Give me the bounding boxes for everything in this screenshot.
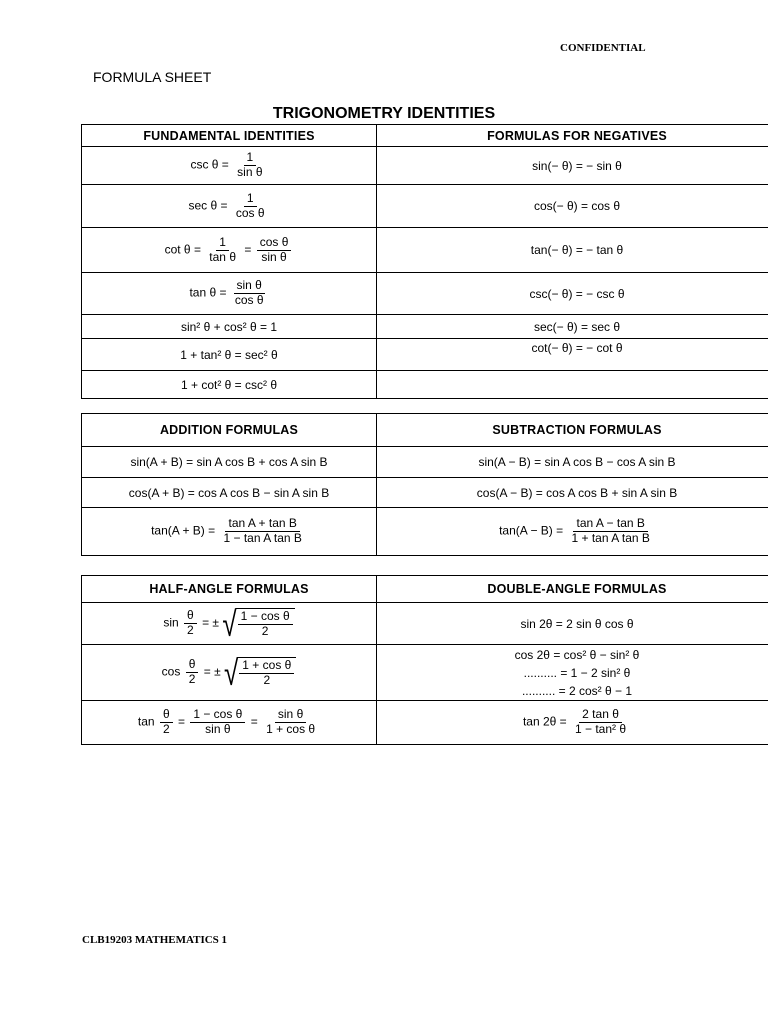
fraction: $\frac{1}{\text{sin θ}}$ [237,150,263,179]
formula-tan: tan θ = $\frac{\text{sin θ}}{\text{cos θ}}$ [82,273,377,315]
fraction: $\frac{\text{1 − cos θ}}{\text{sin θ}}$ [190,708,245,737]
addition-header: ADDITION FORMULAS [82,414,377,447]
formula-neg-csc: csc(− θ) = − csc θ [377,273,768,315]
fraction: $\frac{\text{1 − cos θ}}{2}$ [238,610,293,639]
half-angle-header: HALF-ANGLE FORMULAS [82,576,377,603]
formula-cot: cot θ = $\frac{1}{\text{tan θ}}$ = $\frac{\text{cos θ}}{\text{sin θ}}$ [82,228,377,273]
confidential-label: CONFIDENTIAL [560,42,646,54]
formula-neg-sin: sin(− θ) = − sin θ [377,147,768,185]
fundamental-identities-table [81,124,768,399]
fraction: $\frac{\text{cos θ}}{\text{sin θ}}$ [257,236,292,265]
formula-neg-cot: cot(− θ) = − cot θ [377,339,768,371]
course-footer: CLB19203 MATHEMATICS 1 [82,934,228,946]
formula-double-cos: cos 2θ = cos² θ − sin² θ .......... = 1 − 2 sin² θ .......... = 2 cos² θ − 1 [377,645,768,701]
double-angle-header: DOUBLE-ANGLE FORMULAS [377,576,768,603]
fraction: $\frac{\text{2 tan θ}}{\text{1 − tan² θ}}$ [575,707,627,736]
formula-neg-tan: tan(− θ) = − tan θ [377,228,768,273]
formula-sec: sec θ = $\frac{1}{\text{cos θ}}$ [82,185,377,228]
page-title: TRIGONOMETRY IDENTITIES [272,105,496,122]
formula-pythagorean-2: 1 + tan² θ = sec² θ [82,339,377,371]
sheet-title: FORMULA SHEET [93,69,212,85]
formula-pythagorean-1: sin² θ + cos² θ = 1 [82,315,377,339]
empty-cell [377,371,768,399]
formula-double-sin: sin 2θ = 2 sin θ cos θ [377,603,768,645]
fundamental-header: FUNDAMENTAL IDENTITIES [82,125,377,147]
half-double-angle-table [81,575,768,745]
formula-sub-cos: cos(A − B) = cos A cos B + sin A sin B [377,478,768,508]
formula-sub-tan: tan(A − B) = $\frac{\text{tan A − tan B}}{\text{1 + tan A tan B}}$ [377,508,768,556]
fraction: $\frac{1}{\text{tan θ}}$ [209,234,236,264]
formula-add-cos: cos(A + B) = cos A cos B − sin A sin B [82,478,377,508]
fraction: $\frac{\text{sin θ}}{\text{1 + cos θ}}$ [266,707,316,736]
fraction: $\frac{1}{\text{cos θ}}$ [235,190,265,220]
fraction: $\frac{\text{sin θ}}{\text{cos θ}}$ [234,278,264,307]
formula-sub-sin: sin(A − B) = sin A cos B − cos A sin B [377,447,768,478]
formula-half-tan: tan $\frac{\theta}{2}$ = $\frac{\text{1 − cos θ}}{\text{sin θ}}$ = $\frac{\text{sin θ}}{\text{1 + cos θ}}$ [82,701,377,745]
negatives-header: FORMULAS FOR NEGATIVES [377,125,768,147]
formula-add-tan: tan(A + B) = $\frac{\text{tan A + tan B}}{\text{1 − tan A tan B}}$ [82,508,377,556]
subtraction-header: SUBTRACTION FORMULAS [377,414,768,447]
fraction: $\frac{\theta}{2}$ [186,658,199,687]
formula-half-cos: cos $\frac{\theta}{2}$ = ± √ $\frac{\text{1 + cos θ}}{2}$ [82,645,377,701]
formula-neg-cos: cos(− θ) = cos θ [377,185,768,228]
formula-neg-sec: sec(− θ) = sec θ [377,315,768,339]
fraction: $\frac{\text{tan A + tan B}}{\text{1 − tan A tan B}}$ [223,516,302,545]
fraction: $\frac{\theta}{2}$ [184,609,197,638]
radical-sign: √ [222,603,237,644]
radical-sign: √ [224,652,239,693]
formula-half-sin: sin $\frac{\theta}{2}$ = ± √ $\frac{\text{1 − cos θ}}{2}$ [82,603,377,645]
fraction: $\frac{\theta}{2}$ [160,708,173,737]
fraction: $\frac{\text{1 + cos θ}}{2}$ [239,659,294,688]
formula-csc: csc θ = $\frac{1}{\text{sin θ}}$ [82,147,377,185]
formula-double-tan: tan 2θ = $\frac{\text{2 tan θ}}{\text{1 − tan² θ}}$ [377,701,768,745]
fraction: $\frac{\text{tan A − tan B}}{\text{1 + tan A tan B}}$ [571,516,650,545]
formula-add-sin: sin(A + B) = sin A cos B + cos A sin B [82,447,377,478]
addition-subtraction-table [81,413,768,556]
formula-pythagorean-3: 1 + cot² θ = csc² θ [82,371,377,399]
